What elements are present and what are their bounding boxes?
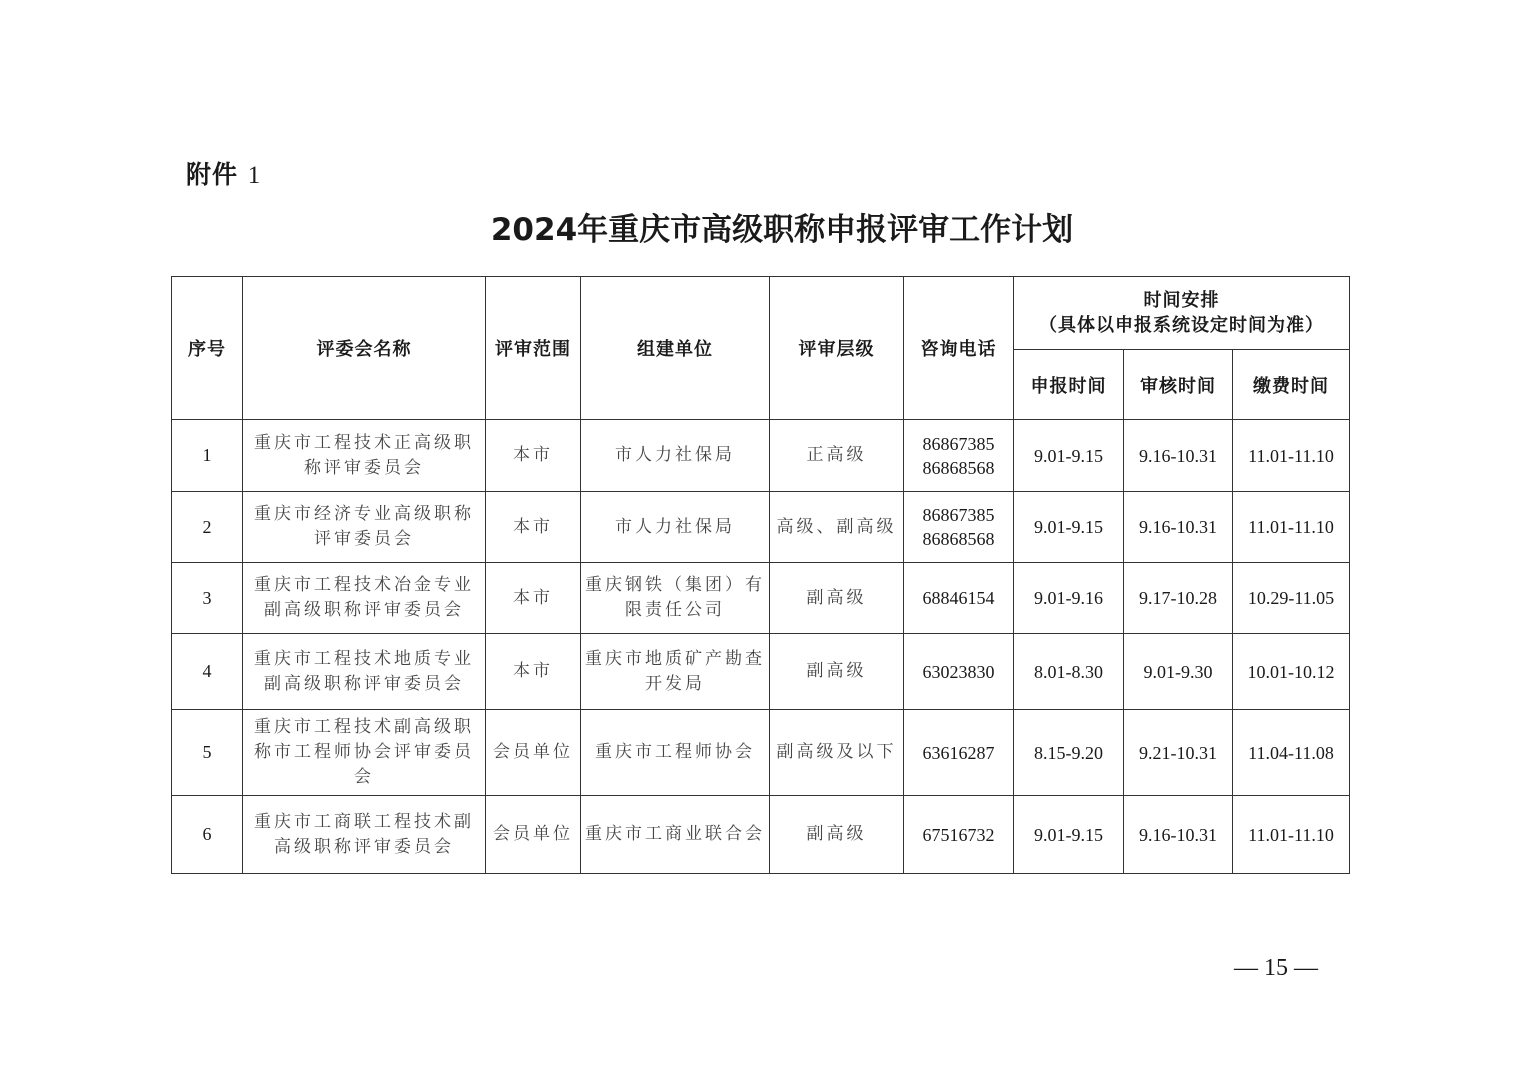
row-pay-time: 10.29-11.05	[1233, 563, 1350, 634]
row-seq: 6	[172, 796, 243, 874]
phone-number: 86867385	[922, 505, 995, 525]
row-pay-time: 11.04-11.08	[1233, 710, 1350, 796]
row-committee-name: 重庆市工商联工程技术副高级职称评审委员会	[243, 796, 486, 874]
attachment-label	[186, 155, 261, 191]
row-review-time: 9.16-10.31	[1124, 420, 1233, 492]
phone-number: 86867385	[922, 433, 995, 454]
row-review-time: 9.16-10.31	[1124, 492, 1233, 563]
page-number: — 15 —	[1234, 955, 1318, 981]
row-pay-time: 10.01-10.12	[1233, 634, 1350, 710]
phone-number: 68846154	[922, 588, 995, 608]
row-apply-time: 8.15-9.20	[1014, 710, 1124, 796]
table-row	[172, 420, 1350, 492]
header-scope: 评审范围	[486, 277, 581, 420]
table-row	[172, 796, 1350, 874]
row-review-time: 9.16-10.31	[1124, 796, 1233, 874]
table-row	[172, 710, 1350, 796]
row-seq: 1	[172, 420, 243, 492]
row-pay-time: 11.01-11.10	[1233, 420, 1350, 492]
row-scope: 本市	[486, 492, 581, 563]
row-apply-time: 9.01-9.15	[1014, 492, 1124, 563]
row-organizer: 重庆市地质矿产勘查开发局	[581, 634, 770, 710]
row-level: 副高级及以下	[770, 710, 904, 796]
table-row	[172, 492, 1350, 563]
row-organizer: 重庆市工商业联合会	[581, 796, 770, 874]
row-apply-time: 9.01-9.15	[1014, 420, 1124, 492]
header-seq: 序号	[172, 277, 243, 420]
row-scope: 本市	[486, 634, 581, 710]
row-apply-time: 8.01-8.30	[1014, 634, 1124, 710]
header-pay-time: 缴费时间	[1233, 350, 1350, 420]
phone-number: 63023830	[922, 661, 995, 682]
row-pay-time: 11.01-11.10	[1233, 492, 1350, 563]
header-review-time: 审核时间	[1124, 350, 1233, 420]
row-committee-name: 重庆市工程技术副高级职称市工程师协会评审委员会	[243, 710, 486, 796]
row-phone	[904, 492, 1014, 563]
header-phone: 咨询电话	[904, 277, 1014, 420]
row-seq: 2	[172, 492, 243, 563]
row-seq: 4	[172, 634, 243, 710]
row-committee-name: 重庆市经济专业高级职称评审委员会	[243, 492, 486, 563]
header-apply-time: 申报时间	[1014, 350, 1124, 420]
row-apply-time: 9.01-9.15	[1014, 796, 1124, 874]
attachment-number: 1	[247, 162, 262, 189]
row-organizer: 重庆市工程师协会	[581, 710, 770, 796]
row-committee-name: 重庆市工程技术正高级职称评审委员会	[243, 420, 486, 492]
header-schedule-title: 时间安排	[1143, 290, 1220, 311]
row-seq: 5	[172, 710, 243, 796]
header-organizer: 组建单位	[581, 277, 770, 420]
row-review-time: 9.17-10.28	[1124, 563, 1233, 634]
row-level: 正高级	[770, 420, 904, 492]
row-apply-time: 9.01-9.16	[1014, 563, 1124, 634]
row-phone	[904, 710, 1014, 796]
page-title: 2024年重庆市高级职称申报评审工作计划	[490, 212, 1074, 248]
phone-number: 67516732	[922, 824, 995, 845]
header-schedule-note: （具体以申报系统设定时间为准）	[1039, 315, 1325, 336]
header-committee: 评委会名称	[243, 277, 486, 420]
row-committee-name: 重庆市工程技术冶金专业副高级职称评审委员会	[243, 563, 486, 634]
row-scope: 会员单位	[486, 796, 581, 874]
row-review-time: 9.21-10.31	[1124, 710, 1233, 796]
phone-number: 63616287	[922, 742, 995, 763]
row-organizer: 市人力社保局	[581, 420, 770, 492]
row-scope: 会员单位	[486, 710, 581, 796]
row-phone	[904, 796, 1014, 874]
row-seq: 3	[172, 563, 243, 634]
row-level: 高级、副高级	[770, 492, 904, 563]
row-organizer: 市人力社保局	[581, 492, 770, 563]
row-pay-time: 11.01-11.10	[1233, 796, 1350, 874]
row-level: 副高级	[770, 634, 904, 710]
row-scope: 本市	[486, 420, 581, 492]
header-level: 评审层级	[770, 277, 904, 420]
row-phone	[904, 563, 1014, 634]
phone-number: 86868568	[922, 457, 995, 478]
table-row	[172, 563, 1350, 634]
row-level: 副高级	[770, 563, 904, 634]
review-plan-table	[171, 276, 1350, 874]
row-scope: 本市	[486, 563, 581, 634]
row-level: 副高级	[770, 796, 904, 874]
table-row	[172, 634, 1350, 710]
row-organizer: 重庆钢铁（集团）有限责任公司	[581, 563, 770, 634]
row-phone	[904, 420, 1014, 492]
header-schedule	[1014, 277, 1350, 350]
attachment-text: 附件	[186, 160, 239, 189]
phone-number: 86868568	[922, 529, 995, 549]
row-committee-name: 重庆市工程技术地质专业副高级职称评审委员会	[243, 634, 486, 710]
row-phone	[904, 634, 1014, 710]
row-review-time: 9.01-9.30	[1124, 634, 1233, 710]
